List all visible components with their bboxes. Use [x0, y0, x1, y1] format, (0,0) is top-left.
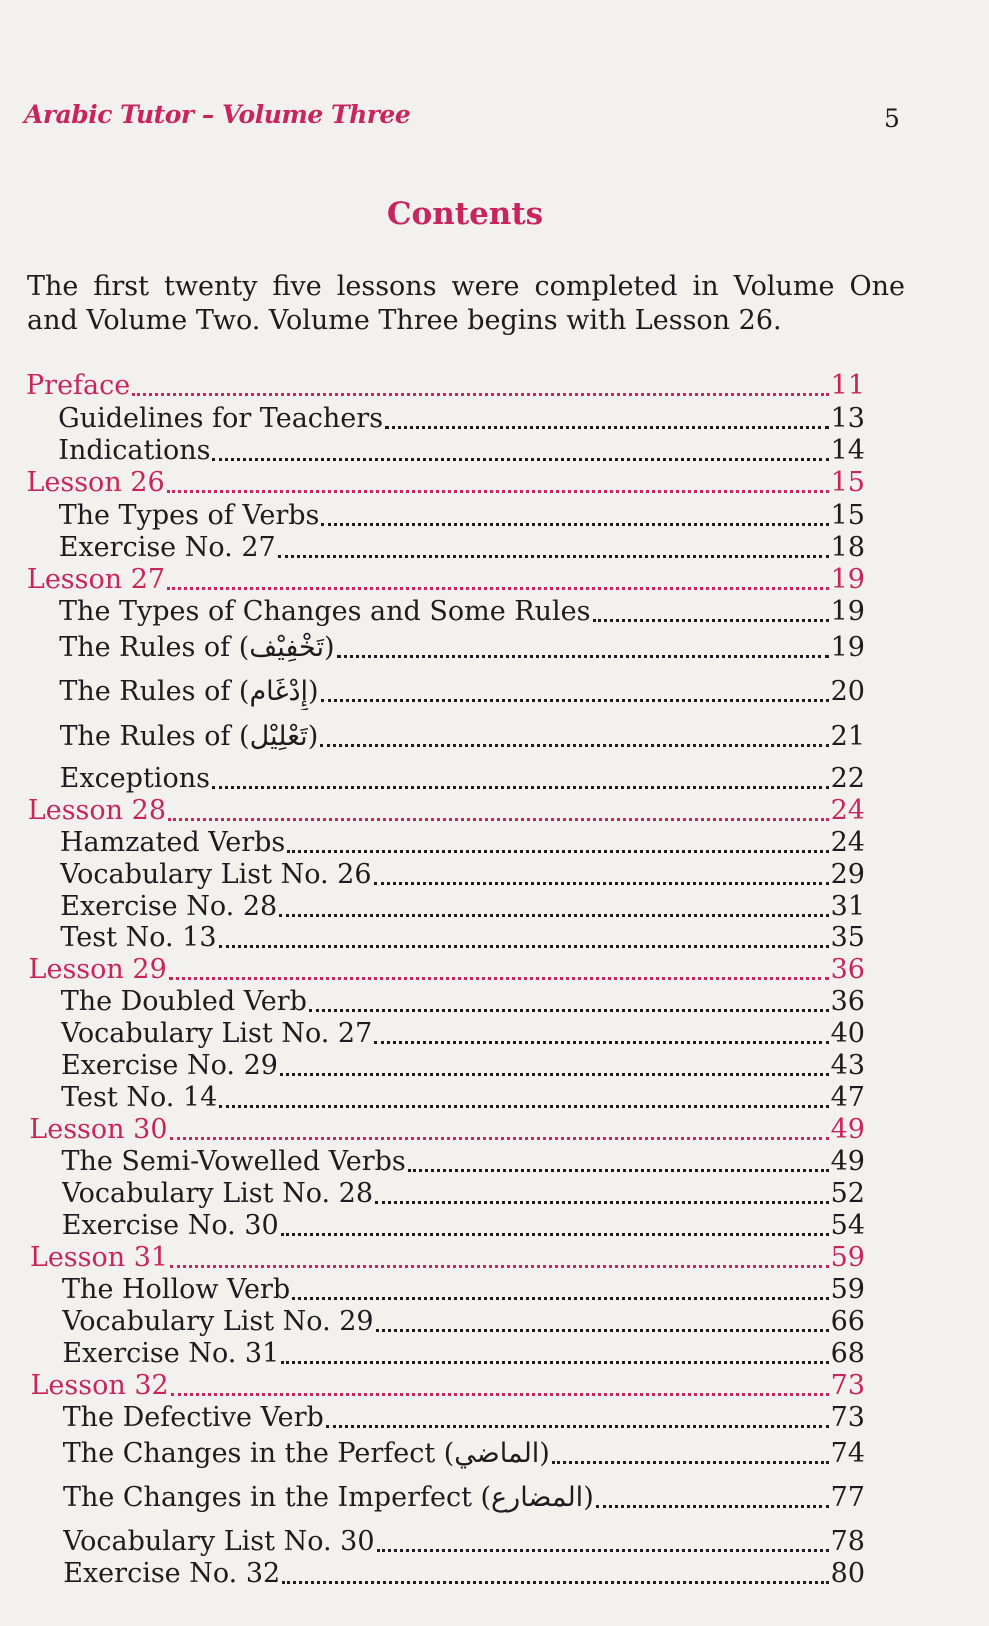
toc-page-number: 78	[830, 1526, 865, 1557]
toc-entry-row	[59, 676, 865, 710]
dot-leader	[292, 1297, 828, 1300]
toc-section-row	[29, 1114, 865, 1148]
toc-page-number: 31	[830, 891, 865, 922]
toc-section-row	[29, 954, 865, 988]
toc-entry-label: The Defective Verb	[62, 1402, 324, 1433]
toc-entry-label: Lesson 26	[26, 467, 165, 498]
toc-entry-row	[61, 1050, 865, 1084]
toc-page-number: 15	[830, 500, 865, 531]
toc-page-number: 24	[830, 795, 865, 826]
toc-entry-row	[62, 1178, 865, 1212]
toc-entry-row	[61, 1082, 865, 1116]
toc-entry-label: Vocabulary List No. 27	[60, 1018, 373, 1049]
toc-page-number: 35	[830, 922, 865, 953]
dot-leader	[282, 1581, 828, 1584]
toc-page-number: 19	[830, 632, 865, 663]
toc-page-number: 29	[830, 859, 865, 890]
dot-leader	[326, 1425, 829, 1428]
dot-leader	[278, 555, 829, 558]
toc-entry-row	[59, 632, 865, 666]
toc-page-number: 22	[830, 763, 865, 794]
toc-entry-label: Lesson 29	[28, 954, 167, 985]
toc-entry-label: Indications	[58, 435, 211, 466]
toc-page-number: 19	[830, 564, 865, 595]
dot-leader	[132, 393, 828, 396]
contents-title: Contents	[386, 196, 544, 232]
toc-entry-row	[63, 1402, 865, 1436]
toc-entry-row	[59, 500, 865, 534]
dot-leader	[219, 1105, 828, 1108]
toc-page-number: 18	[830, 532, 865, 563]
toc-page-number: 11	[830, 370, 865, 401]
toc-entry-row	[61, 1146, 865, 1180]
toc-page-number: 77	[830, 1482, 865, 1513]
toc-entry-row	[63, 1438, 865, 1472]
toc-entry-label: Vocabulary List No. 26	[60, 859, 372, 890]
toc-entry-label: Preface	[26, 370, 131, 401]
toc-page-number: 52	[830, 1178, 865, 1209]
toc-entry-label: Exercise No. 30	[61, 1210, 279, 1241]
dot-leader	[167, 587, 829, 590]
toc-entry-label: The Hollow Verb	[62, 1274, 291, 1305]
dot-leader	[280, 1073, 829, 1076]
toc-entry-label: Exercise No. 29	[61, 1050, 278, 1081]
dot-leader	[408, 1169, 829, 1172]
toc-page-number: 14	[830, 435, 865, 466]
toc-page-number: 74	[830, 1438, 865, 1469]
toc-entry-row	[63, 1558, 865, 1592]
dot-leader	[596, 1505, 829, 1508]
toc-entry-label: Lesson 27	[26, 564, 166, 595]
dot-leader	[374, 1041, 828, 1044]
toc-entry-row	[62, 1210, 865, 1244]
toc-page-number: 15	[830, 467, 865, 498]
toc-entry-row	[60, 891, 865, 925]
toc-entry-row	[60, 922, 865, 956]
dot-leader	[337, 655, 829, 658]
toc-entry-label: Test No. 13	[60, 922, 217, 953]
toc-entry-label: Exceptions	[59, 763, 210, 794]
dot-leader	[552, 1461, 829, 1464]
dot-leader	[375, 1201, 829, 1204]
toc-entry-label: Hamzated Verbs	[59, 827, 286, 858]
dot-leader	[169, 977, 829, 980]
toc-entry-label: The Changes in the Imperfect (المضارع)	[62, 1482, 594, 1513]
toc-entry-label: Vocabulary List No. 30	[63, 1526, 375, 1557]
dot-leader	[374, 882, 829, 885]
dot-leader	[168, 818, 829, 821]
toc-page-number: 49	[830, 1114, 865, 1145]
dot-leader	[281, 1361, 828, 1364]
toc-page-number: 36	[830, 986, 865, 1017]
toc-page-number: 66	[830, 1306, 865, 1337]
toc-entry-label: Lesson 32	[30, 1370, 169, 1401]
toc-entry-label: Exercise No. 28	[60, 891, 278, 922]
dot-leader	[309, 1009, 829, 1012]
toc-page-number: 59	[830, 1274, 865, 1305]
dot-leader	[593, 619, 829, 622]
dot-leader	[281, 1233, 829, 1236]
toc-entry-label: Exercise No. 31	[62, 1338, 280, 1369]
toc-page-number: 13	[830, 403, 865, 434]
toc-entry-label: The Rules of (إِدْغَام)	[59, 676, 319, 707]
toc-page-number: 19	[830, 596, 865, 627]
toc-entry-row	[59, 596, 865, 630]
toc-entry-row	[60, 721, 866, 755]
toc-entry-row	[62, 1338, 865, 1372]
toc-page-number: 49	[830, 1146, 865, 1177]
dot-leader	[219, 945, 829, 948]
dot-leader	[385, 426, 829, 429]
dot-leader	[212, 458, 828, 461]
toc-entry-row	[62, 1306, 865, 1340]
toc-entry-label: The Changes in the Perfect (الماضي)	[62, 1438, 550, 1469]
toc-page-number: 21	[830, 721, 865, 752]
toc-section-row	[28, 795, 865, 829]
dot-leader	[321, 523, 828, 526]
toc-entry-label: Test No. 14	[61, 1082, 218, 1113]
dot-leader	[287, 850, 828, 853]
toc-page-number: 20	[830, 676, 865, 707]
toc-section-row	[30, 1242, 865, 1276]
dot-leader	[320, 744, 828, 747]
intro-paragraph: The first twenty five lessons were completed in Volume One and Volume Two. Volume Three begins with Lesson 26.	[27, 271, 905, 336]
toc-entry-row	[60, 827, 865, 861]
toc-page-number: 59	[830, 1242, 865, 1273]
toc-section-row	[26, 467, 865, 501]
toc-page-number: 43	[830, 1050, 865, 1081]
toc-page-number: 24	[830, 827, 865, 858]
toc-entry-row	[61, 986, 865, 1020]
toc-entry-label: Lesson 28	[27, 795, 167, 826]
dot-leader	[167, 490, 829, 493]
dot-leader	[376, 1329, 829, 1332]
toc-page-number: 40	[830, 1018, 865, 1049]
toc-entry-label: The Types of Changes and Some Rules	[59, 596, 591, 627]
toc-page-number: 68	[830, 1338, 865, 1369]
toc-section-row	[26, 370, 865, 404]
toc-entry-label: The Doubled Verb	[60, 986, 307, 1017]
dot-leader	[377, 1549, 829, 1552]
toc-entry-row	[58, 435, 865, 469]
toc-entry-row	[60, 763, 865, 797]
toc-page-number: 73	[830, 1370, 865, 1401]
toc-entry-row	[63, 1482, 865, 1516]
toc-entry-label: Exercise No. 32	[63, 1558, 281, 1589]
page-number: 5	[884, 104, 900, 133]
toc-entry-row	[62, 1274, 865, 1308]
toc-entry-label: Lesson 31	[29, 1242, 169, 1273]
toc-entry-label: Guidelines for Teachers	[58, 403, 384, 434]
toc-entry-label: Vocabulary List No. 29	[62, 1306, 374, 1337]
toc-entry-label: The Semi-Vowelled Verbs	[61, 1146, 406, 1177]
toc-entry-label: The Types of Verbs	[58, 500, 320, 531]
toc-entry-label: Exercise No. 27	[58, 532, 276, 563]
toc-page-number: 54	[830, 1210, 865, 1241]
toc-page-number: 36	[830, 954, 865, 985]
toc-section-row	[31, 1370, 866, 1404]
toc-entry-row	[63, 1526, 865, 1560]
toc-page-number: 73	[830, 1402, 865, 1433]
toc-entry-label: Lesson 30	[29, 1114, 168, 1145]
toc-section-row	[27, 564, 865, 598]
dot-leader	[279, 914, 828, 917]
toc-page-number: 47	[830, 1082, 865, 1113]
dot-leader	[170, 1265, 829, 1268]
toc-entry-label: The Rules of (تَخْفِيْف)	[59, 632, 335, 663]
dot-leader	[321, 699, 829, 702]
dot-leader	[171, 1393, 829, 1396]
dot-leader	[170, 1137, 829, 1140]
toc-entry-row	[58, 403, 865, 437]
toc-entry-row	[61, 1018, 865, 1052]
dot-leader	[212, 786, 829, 789]
toc-entry-label: The Rules of (تَعْلِيْل)	[59, 721, 319, 752]
toc-entry-row	[60, 859, 865, 893]
toc-page-number: 80	[830, 1558, 865, 1589]
running-head: Arabic Tutor – Volume Three	[24, 100, 411, 129]
toc-entry-label: Vocabulary List No. 28	[61, 1178, 374, 1209]
toc-entry-row	[59, 532, 865, 566]
